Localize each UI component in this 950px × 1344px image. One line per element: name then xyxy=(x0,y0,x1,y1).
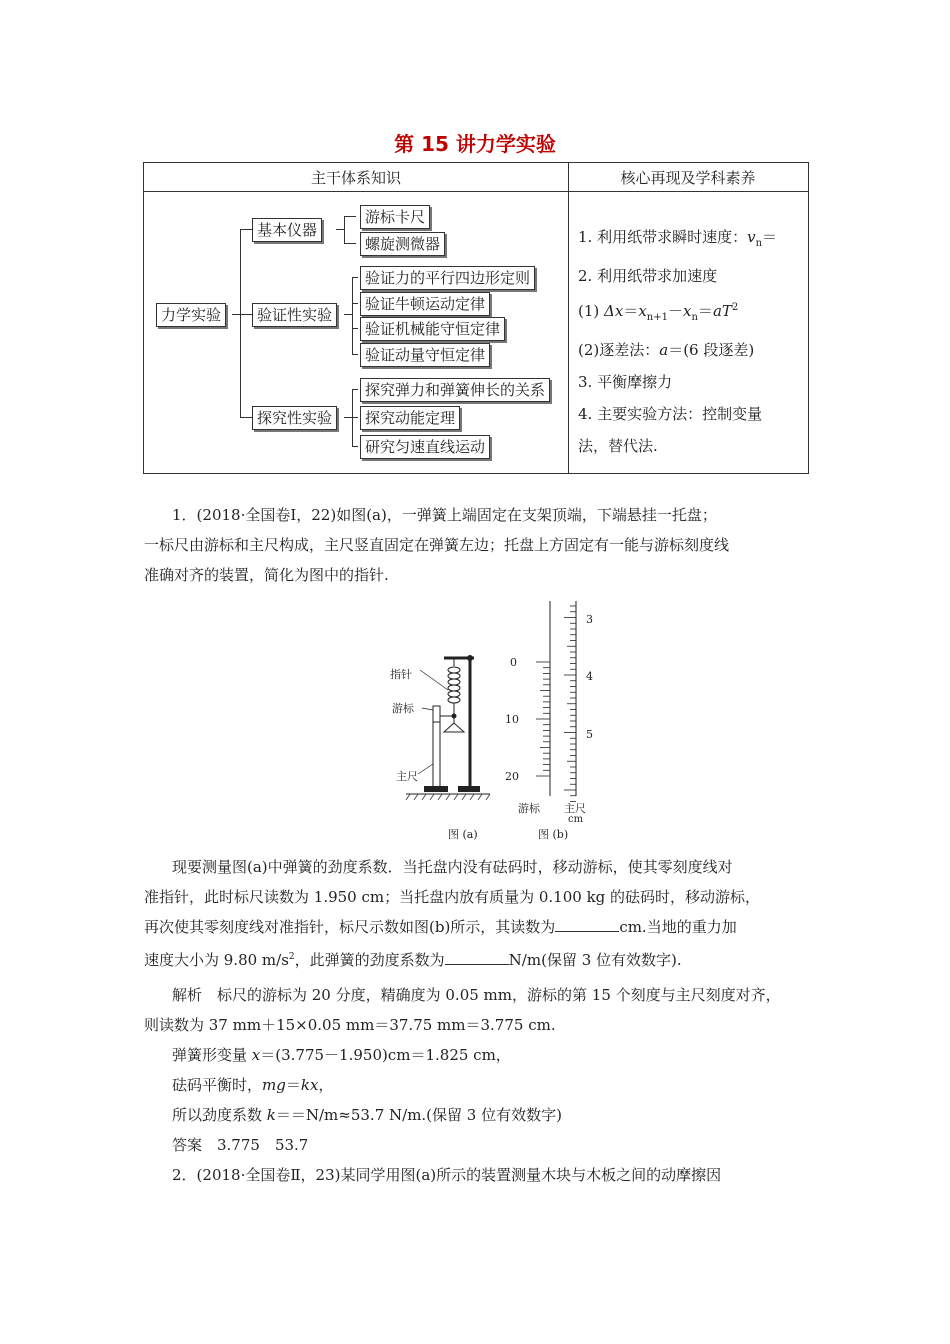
question-2-intro: 2．(2018·全国卷Ⅱ，23)某同学用图(a)所示的装置测量木块与木板之间的动摩擦因 xyxy=(172,1166,722,1184)
right-header: 核心再现及学科素养 xyxy=(620,169,756,187)
answer-blank-1 xyxy=(555,917,619,932)
knowledge-table xyxy=(143,162,809,474)
label-unit: cm xyxy=(568,814,584,825)
group-verification: 验证性实验 xyxy=(252,303,337,327)
main-tick-4: 4 xyxy=(586,670,593,683)
group-basic-instruments: 基本仪器 xyxy=(252,218,322,242)
item-kinetic-energy: 探究动能定理 xyxy=(360,406,460,430)
left-header: 主干体系知识 xyxy=(310,169,401,187)
caption-fig-b: 图 (b) xyxy=(538,828,569,841)
label-vernier: 游标 xyxy=(392,702,414,715)
solution: 解析 标尺的游标为 20 分度，精确度为 0.05 mm，游标的第 15 个刻度与主尺刻度对齐， 则读数为 37 mm＋15×0.05 mm＝37.75 mm＝3.775 cm. 弹簧形变量 x＝(3.775－1.950)cm＝1.825 cm， 砝码平衡时，mg＝kx， 所以劲度系数 k＝＝N/m≈53.7 N/m.(保留 3 位有效数字) 答案 3.775 53.7 2．(2018·全国卷Ⅱ，23)某同学用图(a)所示的装置测量木块与木板之间的动摩擦因 xyxy=(172,980,812,1190)
figure-spring-apparatus xyxy=(380,598,620,846)
caption-fig-a: 图 (a) xyxy=(448,828,478,841)
answer-line: 答案 3.775 53.7 xyxy=(172,1136,309,1154)
main-tick-3: 3 xyxy=(586,613,593,626)
item-vernier-caliper: 游标卡尺 xyxy=(360,205,430,229)
vernier-tick-20: 20 xyxy=(505,770,519,783)
root-node: 力学实验 xyxy=(156,303,226,327)
item-uniform-motion: 研究匀速直线运动 xyxy=(360,435,490,459)
item-spring: 探究弹力和弹簧伸长的关系 xyxy=(360,378,550,402)
answer-blank-2 xyxy=(445,950,509,965)
label-main-scale: 主尺 xyxy=(396,770,418,783)
item-newton-laws: 验证牛顿运动定律 xyxy=(360,292,490,316)
question-1-intro: 1．(2018·全国卷Ⅰ，22)如图(a)，一弹簧上端固定在支架顶端，下端悬挂一托盘； 一标尺由游标和主尺构成，主尺竖直固定在弹簧左边；托盘上方固定有一能与游标刻度线 准确对齐的装置，简化为图中的指针. xyxy=(144,506,730,584)
item-micrometer: 螺旋测微器 xyxy=(360,232,445,256)
main-tick-5: 5 xyxy=(586,728,593,741)
label-main-b: 主尺 xyxy=(564,802,586,815)
label-vernier-b: 游标 xyxy=(518,802,540,815)
item-parallelogram: 验证力的平行四边形定则 xyxy=(360,266,535,290)
item-mechanical-energy: 验证机械能守恒定律 xyxy=(360,317,505,341)
group-exploration: 探究性实验 xyxy=(252,406,337,430)
item-momentum: 验证动量守恒定律 xyxy=(360,343,490,367)
vernier-tick-0: 0 xyxy=(510,656,517,669)
vernier-tick-10: 10 xyxy=(505,713,519,726)
lecture-title: 第 15 讲力学实验 xyxy=(394,132,556,156)
core-points: 1. 利用纸带求瞬时速度：$v_n=$ 2. 利用纸带求加速度 (1) $\Delta x=x_{n+1}-x_n=aT^2$ (2)逐差法：a＝(6 段逐差) 3. 平衡摩擦力 4. 主要实验方法：控制变量 法，替代法. xyxy=(578,228,778,455)
label-pointer: 指针 xyxy=(390,668,412,681)
question-1-body: 现要测量图(a)中弹簧的劲度系数．当托盘内没有砝码时，移动游标，使其零刻度线对 准指针，此时标尺读数为 1.950 cm；当托盘内放有质量为 0.100 kg 的砝码时，移动游标， 再次使其零刻度线对准指针，标尺示数如图(b)所示，其读数为 cm.当地的重力加 速度大小为 9.80 $m/s^2$，此弹簧的劲度系数为 N/m(保留 3 位有效数字). xyxy=(144,858,761,969)
